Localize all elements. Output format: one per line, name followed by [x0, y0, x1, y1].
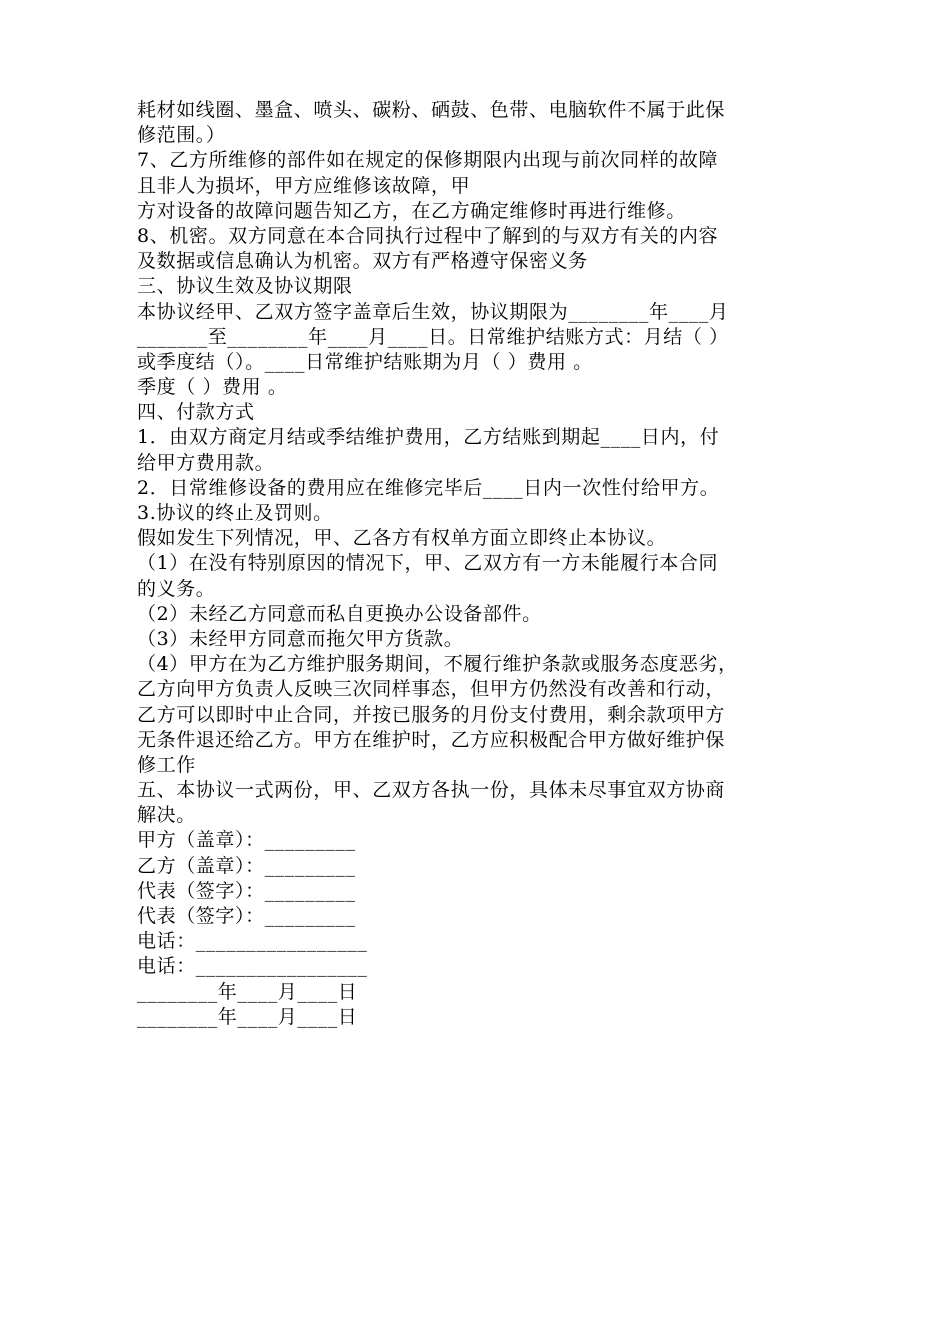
- text-line: 乙方（盖章）：_________: [137, 854, 356, 877]
- text-line: （4）甲方在为乙方维护服务期间，不履行维护条款或服务态度恶劣，: [137, 653, 738, 676]
- text-line: （2）未经乙方同意而私自更换办公设备部件。: [137, 602, 542, 625]
- text-line: 季度（ ）费用 。: [137, 376, 288, 399]
- text-line: 或季度结（）。____日常维护结账期为月（ ）费用 。: [137, 350, 593, 373]
- document-body: [137, 98, 827, 1030]
- text-line: 代表（签字）：_________: [137, 879, 356, 902]
- text-line: 本协议经甲、乙双方签字盖章后生效，协议期限为________年____月: [137, 300, 729, 323]
- text-line: 耗材如线圈、墨盒、喷头、碳粉、硒鼓、色带、电脑软件不属于此保: [137, 99, 726, 121]
- text-line: 甲方（盖章）：_________: [137, 829, 356, 852]
- text-line: 乙方可以即时中止合同，并按已服务的月份支付费用，剩余款项甲方: [137, 703, 726, 726]
- text-line: 无条件退还给乙方。甲方在维护时，乙方应积极配合甲方做好维护保: [137, 728, 726, 751]
- text-line: 假如发生下列情况，甲、乙各方有权单方面立即终止本协议。: [137, 527, 667, 550]
- text-line: 方对设备的故障问题告知乙方，在乙方确定维修时再进行维修。: [137, 199, 686, 222]
- text-line: 解决。: [137, 804, 196, 827]
- text-line: （1）在没有特别原因的情况下，甲、乙双方有一方未能履行本合同: [137, 552, 719, 575]
- text-line: 1．由双方商定月结或季结维护费用，乙方结账到期起____日内，付: [137, 426, 720, 449]
- text-line: 及数据或信息确认为机密。双方有严格遵守保密义务: [137, 250, 588, 273]
- text-line: （3）未经甲方同意而拖欠甲方货款。: [137, 627, 464, 650]
- text-line: 7、乙方所维修的部件如在规定的保修期限内出现与前次同样的故障: [137, 149, 719, 172]
- text-line: 修工作: [137, 753, 196, 776]
- text-line: 五、本协议一式两份，甲、乙双方各执一份，具体未尽事宜双方协商: [137, 779, 726, 802]
- text-line: 电话：_________________: [137, 930, 368, 953]
- text-line: 乙方向甲方负责人反映三次同样事态，但甲方仍然没有改善和行动，: [137, 678, 726, 701]
- text-line: 代表（签字）：_________: [137, 905, 356, 927]
- text-line: 2．日常维修设备的费用应在维修完毕后____日内一次性付给甲方。: [137, 476, 720, 499]
- text-line: 8、机密。双方同意在本合同执行过程中了解到的与双方有关的内容: [137, 224, 719, 247]
- text-line: 3.协议的终止及罚则。: [137, 502, 333, 524]
- text-line: 电话：_________________: [137, 955, 368, 978]
- text-line: 四、付款方式: [137, 401, 255, 424]
- text-line: ________年____月____日: [137, 980, 358, 1003]
- text-line: 且非人为损坏，甲方应维修该故障，甲: [137, 174, 471, 197]
- text-line: _______至________年____月____日。日常维护结账方式：月结（ ）: [137, 325, 729, 348]
- text-line: 三、协议生效及协议期限: [137, 275, 353, 298]
- text-line: ________年____月____日: [137, 1005, 358, 1028]
- text-line: 给甲方费用款。: [137, 451, 275, 474]
- text-line: 的义务。: [137, 577, 216, 600]
- text-line: 修范围。）: [137, 124, 226, 147]
